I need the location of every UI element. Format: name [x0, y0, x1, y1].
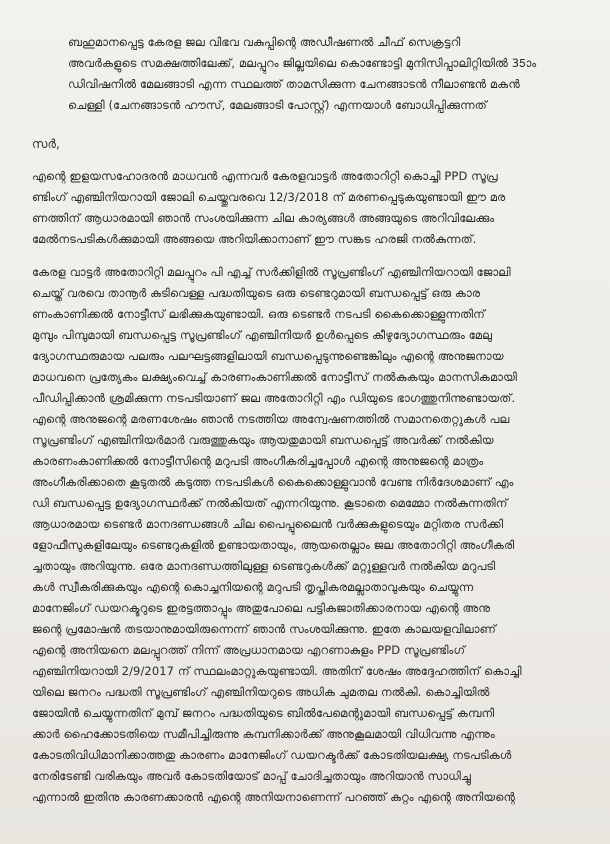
paragraph-line: ണംകാണിക്കൽ നോട്ടീസ് ലഭിക്കുകയുണ്ടായി. ഒരു ടെണ്ടർ നടപടി കൈക്കൊള്ളുന്നതിന്	[32, 307, 485, 321]
paragraph-line: സൂപ്രണ്ടിംഗ് എഞ്ചിനിയർമാർ വരുത്തുകയും ആയതുമായി ബന്ധപ്പെട്ട് അവർക്ക് നൽകിയ	[32, 433, 494, 447]
salutation: സർ,	[32, 137, 60, 151]
paragraph-line: എന്റെ ഇളയസഹോദരൻ മാധവൻ എന്നവർ കേരളവാട്ടർ അതോറിറ്റി കൊച്ചി PPD സൂപ്ര	[32, 169, 498, 183]
paragraph-line: അംഗീകരിക്കാതെ കൂടുതൽ കടുത്ത നടപടികൾ കൈക്കൊള്ളുവാൻ വേണ്ട നിർദേശമാണ് എം	[32, 475, 514, 489]
paragraph-line: ഡി ബന്ധപ്പെട്ട ഉദ്യോഗസ്ഥർക്ക് നൽകിയത് എന്നറിയുന്നു. കൂടാതെ മെമ്മോ നൽകുന്നതിന്	[32, 496, 508, 510]
address-line: ചെള്ളി (ചേനങ്ങാടൻ ഹൗസ്, മേലങ്ങാടി പോസ്റ്റ്) എന്നയാൾ ബോധിപ്പിക്കുന്നത്	[68, 98, 487, 112]
address-line: ഡിവിഷനിൽ മേലങ്ങാടി എന്ന സ്ഥലത്ത് താമസിക്കുന്ന ചേനങ്ങാടൻ നീലാണ്ടൻ മകൻ	[68, 77, 520, 91]
address-line: ബഹുമാനപ്പെട്ട കേരള ജല വിഭവ വകുപ്പിന്റെ അഡീഷണൽ ചീഫ് സെക്രട്ടറി	[68, 35, 461, 49]
paragraph-line: എന്നാൽ ഇതിനു കാരണക്കാരൻ എന്റെ അനിയനാണെന്ന് പറഞ്ഞ് കുറ്റം എന്റെ അനിയന്റെ	[32, 790, 515, 804]
paragraph-line: നേരിടേണ്ടി വരികയും അവർ കോടതിയോട് മാപ്പ് ചോദിച്ചതായും അറിയാൻ സാധിച്ചു	[32, 769, 471, 783]
paragraph-line: യിലെ ജനറം പദ്ധതി സൂപ്രണ്ടിംഗ് എഞ്ചിനിയറുടെ അധിക ചുമതല നൽകി. കൊച്ചിയിൽ	[32, 685, 490, 699]
paragraph-line: ദ്യോഗസ്ഥരുമായ പലരും പലഘട്ടങ്ങളിലായി ബന്ധപ്പെടുന്നുണ്ടെങ്കിലും എന്റെ അനുജനായ	[32, 349, 504, 363]
paragraph-line: ച്ചതായും അറിയുന്നു. ഒരേ മാനദണ്ഡത്തിലുള്ള ടെണ്ടറുകൾക്ക് മറ്റുള്ളവർ നൽകിയ മറുപടി	[32, 559, 496, 573]
paragraph-line: കൾ സ്വീകരിക്കുകയും എന്റെ കൊച്ചനിയന്റെ മറുപടി തൃപ്തികരമല്ലാതാവുകയും ചെയ്യുന്ന	[32, 580, 474, 594]
paragraph-line: ക്കാർ ഹൈക്കോടതിയെ സമീപിച്ചിരുന്നു കമ്പനിക്കാർക്ക് അനുകൂലമായി വിധിവന്നു എന്നും	[32, 727, 495, 741]
paragraph-line: ളോഫീസുകളിലേയും ടെണ്ടറുകളിൽ ഉണ്ടായതായും, ആയതെല്ലാം ജല അതോറിറ്റി അംഗീകരി	[32, 538, 515, 552]
paragraph-line: മാനേജിംഗ് ഡയറക്ടറുടെ ഇരട്ടത്താപ്പും അതുപോലെ പട്ടികജാതിക്കാരനായ എന്റെ അനു	[32, 601, 491, 615]
paragraph-line: മുമ്പും പിമ്പുമായി ബന്ധപ്പെട്ട സൂപ്രണ്ടിംഗ് എഞ്ചിനിയർ ഉൾപ്പെടെ കീഴുദ്യോഗസ്ഥരും മേലു	[32, 328, 493, 342]
paragraph-line: കോടതിവിധിമാനിക്കാത്തതു കാരണം മാനേജിംഗ് ഡയറക്ടർക്ക് കോടതിയലക്ഷ്യ നടപടികൾ	[32, 748, 512, 762]
paragraph-line: എഞ്ചിനിയറായി 2/9/2017 ന് സ്ഥലംമാറ്റുകയുണ്ടായി. അതിന് ശേഷം അദ്ദേഹത്തിന് കൊച്ചി	[32, 664, 522, 678]
paragraph-line: കാരണംകാണിക്കൽ നോട്ടീസിന്റെ മറുപടി അംഗീകരിച്ചപ്പോൾ എന്റെ അനുജന്റെ മാത്രം	[32, 454, 484, 468]
paragraph-line: ജോയിൻ ചെയ്യുന്നതിന് മുമ്പ് ജനറം പദ്ധതിയുടെ ബിൽപേമെന്റുമായി ബന്ധപ്പെട്ട് കമ്പനി	[32, 706, 495, 720]
paragraph-line: മേൽനടപടികൾക്കുമായി അങ്ങയെ അറിയിക്കാനാണ് ഈ സങ്കട ഹരജി നൽകുന്നത്.	[32, 232, 477, 246]
paragraph-line: മാധവനെ പ്രത്യേകം ലക്ഷ്യംവെച്ച് കാരണംകാണിക്കൽ നോട്ടീസ് നൽകുകയും മാനസികമായി	[32, 370, 517, 384]
paragraph-line: ണ്ടിംഗ് എഞ്ചിനിയറായി ജോലി ചെയ്തുവരവെ 12/3/2018 ന് മരണപ്പെടുകയുണ്ടായി ഈ മര	[32, 190, 506, 204]
address-line: അവർകളുടെ സമക്ഷത്തിലേക്ക്, മലപ്പുറം ജില്ലയിലെ കൊണ്ടോട്ടി മുനിസിപ്പാലിറ്റിയിൽ 35ാം	[68, 56, 537, 70]
paragraph-line: എന്റെ അനുജന്റെ മരണശേഷം ഞാൻ നടത്തിയ അന്വേഷണത്തിൽ സമാനതെറ്റുകൾ പല	[32, 412, 510, 426]
paragraph-line: എന്റെ അനിയനെ മലപ്പുറത്ത് നിന്ന് അപ്രധാനമായ എറണാകുളം PPD സൂപ്രണ്ടിംഗ്	[32, 643, 466, 657]
paragraph-line: ആധാരമായ ടെണ്ടർ മാനദണ്ഡങ്ങൾ ചില പൈപ്പുലൈൻ വർക്കുകളുടെയും മറ്റിതര സർക്കി	[32, 517, 504, 531]
paragraph-line: ണത്തിന് ആധാരമായി ഞാൻ സംശയിക്കുന്ന ചില കാര്യങ്ങൾ അങ്ങയുടെ അറിവിലേക്കും	[32, 211, 495, 225]
paragraph-line: പീഡിപ്പിക്കാൻ ശ്രമിക്കുന്ന നടപടിയാണ് ജല അതോറിറ്റി എം ഡിയുടെ ഭാഗത്തുനിന്നുണ്ടായത്.	[32, 391, 516, 405]
paragraph-line: ജന്റെ പ്രമോഷൻ തടയാനുമായിരുന്നെന്ന് ഞാൻ സംശയിക്കുന്നു. ഇതേ കാലയളവിലാണ്	[32, 622, 496, 636]
paragraph-line: കേരള വാട്ടർ അതോറിറ്റി മലപ്പുറം പി എച്ച് സർക്കിളിൽ സൂപ്രണ്ടിംഗ് എഞ്ചിനിയറായി ജോലി	[32, 265, 511, 279]
paragraph-line: ചെയ്ത് വരവെ താനൂർ കുടിവെള്ള പദ്ധതിയുടെ ഒരു ടെണ്ടറുമായി ബന്ധപ്പെട്ട് ഒരു കാര	[32, 286, 481, 300]
